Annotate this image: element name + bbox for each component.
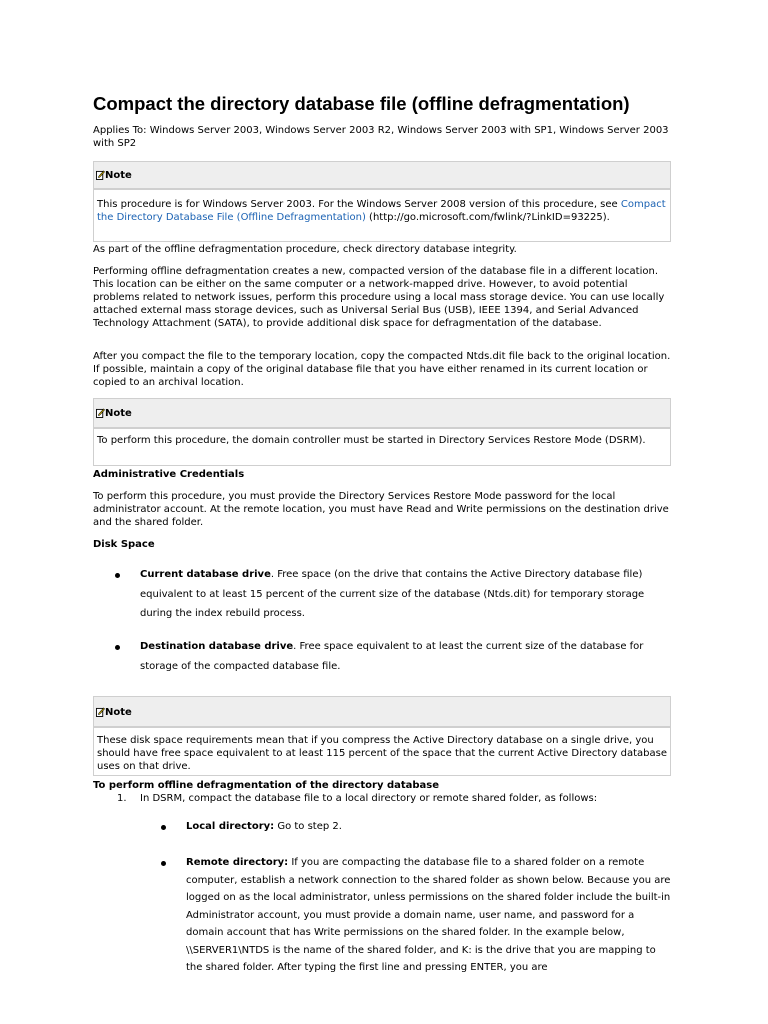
note-text: To perform this procedure, the domain controller must be started in Directory Services Restore Mode (DSRM). [97, 435, 646, 446]
paragraph-performing: Performing offline defragmentation creates a new, compacted version of the database file in a different location. This location can be either on the same computer or a network-mapped drive. However, to avoid potential problems related to network issues, perform this procedure using a local mass storage device. You can use locally attached external mass storage devices, such as Universal Serial Bus (USB), IEEE 1394, and Serial Advanced Technology Attachment (SATA), to provide additional disk space for defragmentation of the database. [93, 266, 665, 329]
note-body [93, 727, 671, 776]
note-body [93, 428, 671, 466]
list-item-text [186, 854, 673, 977]
note-label: Note [105, 707, 132, 718]
page-title: Compact the directory database file (offline defragmentation) [93, 93, 630, 114]
note-label: Note [105, 408, 132, 419]
credentials-text: To perform this procedure, you must provide the Directory Services Restore Mode password for the local administrator account. At the remote location, you must have Read and Write permissions on the destination drive and the shared folder. [93, 491, 669, 528]
note-label: Note [105, 170, 132, 181]
list-item-desc: If you are compacting the database file to a shared folder on a remote computer, establish a network connection to the shared folder as shown below. Because you are logged on as the local administrator, unless permissions on the shared folder include the built-in Administrator account, you must provide a domain name, user name, and password for a domain account that has Write permissions on the shared folder. In the example below, \\SERVER1\NTDS is the name of the shared folder, and K: is the drive that you are mapping to the shared folder. After typing the first line and pressing ENTER, you are [186, 857, 671, 973]
disk-space-heading: Disk Space [93, 539, 155, 550]
bullet [161, 861, 166, 866]
applies-to: Applies To: Windows Server 2003, Windows Server 2003 R2, Windows Server 2003 with SP1, Windows Server 2003 with SP2 [93, 125, 669, 149]
paragraph-integrity: As part of the offline defragmentation procedure, check directory database integrity. [93, 244, 517, 255]
bullet [115, 573, 120, 578]
list-item-term: Destination database drive [140, 641, 294, 652]
list-item-text [140, 565, 670, 624]
note-header [93, 398, 671, 428]
bullet [115, 645, 120, 650]
procedure-heading: To perform offline defragmentation of the directory database [93, 780, 440, 791]
note-header [93, 161, 671, 189]
note-text-url: (http://go.microsoft.com/fwlink/?LinkID=93225). [365, 212, 610, 223]
list-item-desc: . Free space equivalent to at least the current size of the database for storage of the compacted database file. [140, 641, 644, 672]
list-item-term: Remote directory: [186, 857, 289, 868]
list-item-text [140, 637, 670, 676]
note-icon [96, 408, 105, 418]
list-item-text [186, 817, 673, 837]
list-item-desc: Go to step 2. [274, 821, 342, 832]
note-icon [96, 707, 105, 717]
note-text: These disk space requirements mean that if you compress the Active Directory database on a single drive, you should have free space equivalent to at least 115 percent of the space that the current Active Directory database uses on that drive. [97, 735, 668, 772]
list-item-term: Current database drive [140, 569, 271, 580]
note-link-offline-defragmentation[interactable]: Compact the Directory Database File (Offline Defragmentation) [97, 199, 666, 223]
list-item-desc: . Free space (on the drive that contains the Active Directory database file) equivalent to at least 15 percent of the current size of the database (Ntds.dit) for temporary storage during the index rebuild process. [140, 569, 645, 619]
note-icon [96, 170, 105, 180]
bullet [161, 825, 166, 830]
credentials-heading: Administrative Credentials [93, 469, 245, 480]
step-number: 1. [117, 793, 127, 804]
step-text: In DSRM, compact the database file to a local directory or remote shared folder, as follows: [140, 793, 598, 804]
note-text: This procedure is for Windows Server 2003. For the Windows Server 2008 version of this procedure, see [97, 199, 621, 210]
list-item-term: Local directory: [186, 821, 275, 832]
note-body [93, 189, 671, 242]
note-header [93, 696, 671, 727]
paragraph-after-compact: After you compact the file to the temporary location, copy the compacted Ntds.dit file back to the original location. If possible, maintain a copy of the original database file that you have either renamed in its current location or copied to an archival location. [93, 351, 671, 388]
